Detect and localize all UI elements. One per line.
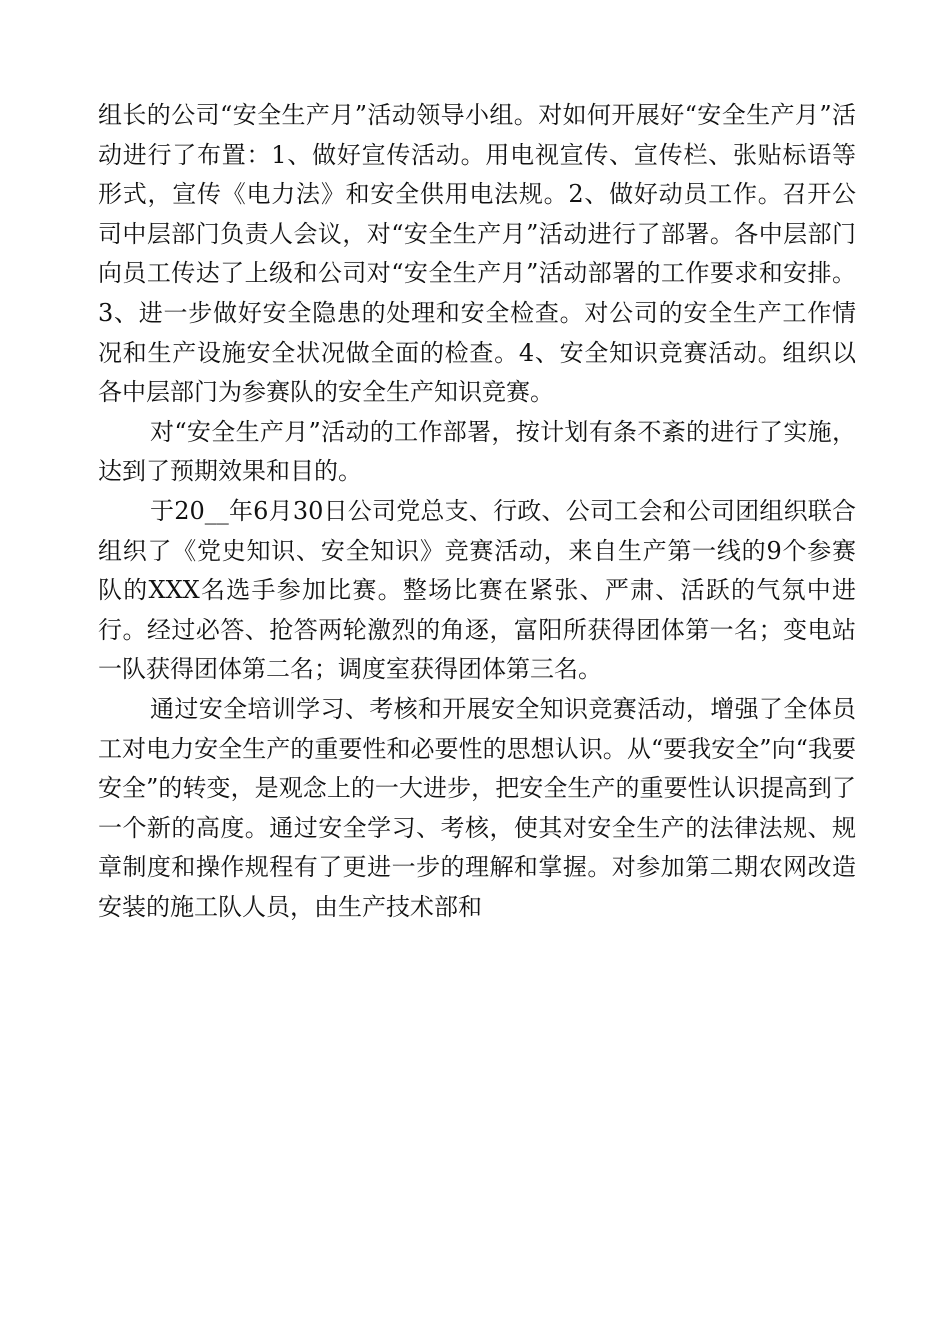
paragraph: 通过安全培训学习、考核和开展安全知识竞赛活动，增强了全体员工对电力安全生产的重要性和必要性的思想认识。从“要我安全”向“我要安全”的转变，是观念上的一大进步，把安全生产的重要性认识提高到了一个新的高度。通过安全学习、考核，使其对安全生产的法律法规、规章制度和操作规程有了更进一步的理解和掌握。对参加第二期农网改造安装的施工队人员，由生产技术部和 [98, 694, 856, 921]
paragraph: 于20__年6月30日公司党总支、行政、公司工会和公司团组织联合组织了《党史知识、安全知识》竞赛活动，来自生产第一线的9个参赛队的XXX名选手参加比赛。整场比赛在紧张、严肃、活跃的气氛中进行。经过必答、抢答两轮激烈的角逐，富阳所获得团体第一名；变电站一队获得团体第二名；调度室获得团体第三名。 [98, 496, 856, 684]
paragraph: 对“安全生产月”活动的工作部署，按计划有条不紊的进行了实施，达到了预期效果和目的。 [98, 417, 856, 486]
document-body [98, 96, 856, 927]
paragraph-continued: 组长的公司“安全生产月”活动领导小组。对如何开展好“安全生产月”活动进行了布置：1、做好宣传活动。用电视宣传、宣传栏、张贴标语等形式，宣传《电力法》和安全供用电法规。2、做好动员工作。召开公司中层部门负责人会议，对“安全生产月”活动进行了部署。各中层部门向员工传达了上级和公司对“安全生产月”活动部署的工作要求和安排。3、进一步做好安全隐患的处理和安全检查。对公司的安全生产工作情况和生产设施安全状况做全面的检查。4、安全知识竞赛活动。组织以各中层部门为参赛队的安全生产知识竞赛。 [98, 101, 856, 407]
